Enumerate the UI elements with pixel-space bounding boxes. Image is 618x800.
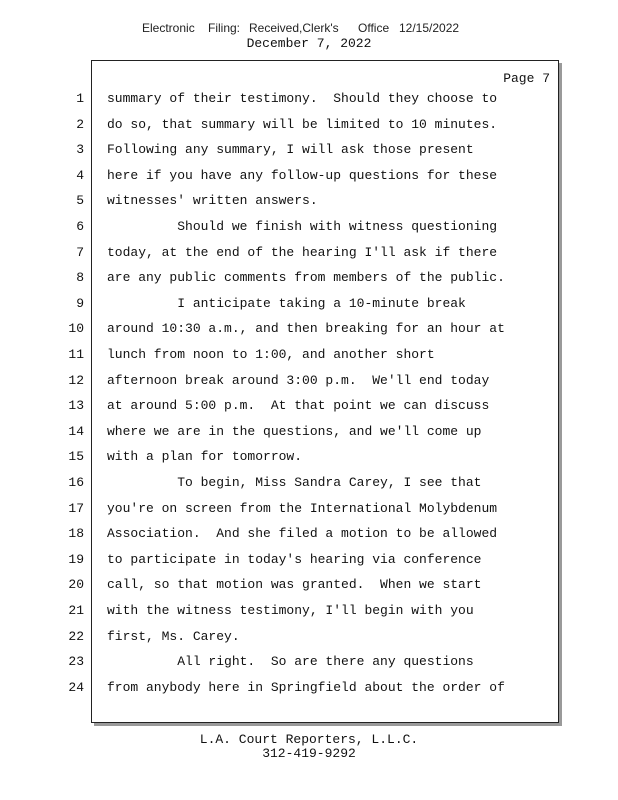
transcript-line — [0, 628, 618, 646]
line-number: 7 — [76, 244, 84, 260]
line-number: 12 — [68, 372, 84, 388]
page-number: Page 7 — [503, 71, 550, 86]
line-text: afternoon break around 3:00 p.m. We'll end today — [107, 372, 490, 388]
transcript-line — [0, 423, 618, 441]
transcript-line — [0, 295, 618, 313]
transcript-line — [0, 90, 618, 108]
line-number: 16 — [68, 475, 84, 490]
filing-word-received: Received,Clerk's — [249, 21, 339, 35]
line-text: I anticipate taking a 10-minute break — [107, 295, 466, 311]
transcript-line — [0, 576, 618, 594]
transcript-line — [0, 167, 618, 185]
line-text: summary of their testimony. Should they choose to — [107, 91, 498, 106]
transcript-line — [0, 244, 618, 262]
line-number: 13 — [68, 398, 84, 414]
transcript-line — [0, 372, 618, 390]
filing-stamp — [0, 21, 618, 37]
transcript-line — [0, 679, 618, 697]
line-text: to participate in today's hearing via conference — [107, 551, 482, 567]
line-number: 22 — [68, 628, 84, 644]
line-text: To begin, Miss Sandra Carey, I see that — [107, 475, 482, 490]
line-number: 20 — [68, 577, 84, 593]
line-text: you're on screen from the International Molybdenum — [107, 500, 498, 516]
line-text: today, at the end of the hearing I'll ask if there — [107, 244, 498, 260]
transcript-line — [0, 525, 618, 543]
line-text: with a plan for tomorrow. — [107, 449, 303, 465]
filing-date: 12/15/2022 — [399, 21, 460, 35]
line-text: do so, that summary will be limited to 10 minutes. — [107, 116, 498, 132]
line-text: Association. And she filed a motion to be allowed — [107, 526, 498, 542]
transcript-page-frame — [91, 60, 559, 723]
line-number: 19 — [68, 551, 84, 567]
line-number: 21 — [68, 603, 84, 618]
transcript-line — [0, 474, 618, 492]
line-number: 24 — [68, 679, 84, 695]
transcript-line — [0, 320, 618, 338]
line-text: from anybody here in Springfield about the order of — [107, 679, 505, 695]
line-text: around 10:30 a.m., and then breaking for an hour at — [107, 321, 505, 337]
transcript-line — [0, 397, 618, 415]
transcript-line — [0, 141, 618, 159]
line-text: where we are in the questions, and we'll come up — [107, 423, 482, 439]
hearing-date: December 7, 2022 — [246, 36, 372, 51]
line-number: 18 — [68, 526, 84, 542]
line-text: here if you have any follow-up questions for these — [107, 167, 498, 183]
line-number: 6 — [76, 219, 84, 234]
filing-word-electronic: Electronic — [142, 21, 195, 35]
filing-word-filing: Filing: — [208, 21, 241, 35]
line-text: Should we finish with witness questioning — [107, 219, 498, 234]
line-text: first, Ms. Carey. — [107, 628, 240, 644]
line-number: 11 — [68, 347, 84, 362]
line-number: 14 — [68, 423, 84, 439]
transcript-line — [0, 218, 618, 236]
transcript-line — [0, 192, 618, 210]
transcript-line — [0, 448, 618, 466]
line-number: 1 — [76, 91, 84, 106]
line-number: 3 — [76, 142, 84, 158]
transcript-line — [0, 269, 618, 287]
line-text: witnesses' written answers. — [107, 193, 318, 209]
line-number: 9 — [76, 295, 84, 311]
line-text: All right. So are there any questions — [107, 654, 474, 670]
line-number: 10 — [68, 321, 84, 337]
line-text: are any public comments from members of the public. — [107, 270, 505, 286]
reporter-phone: 312-419-9292 — [262, 746, 356, 761]
filing-word-office: Office — [358, 21, 390, 35]
transcript-line — [0, 551, 618, 569]
line-number: 17 — [68, 500, 84, 516]
transcript-line — [0, 653, 618, 671]
line-number: 15 — [68, 449, 84, 465]
line-number: 2 — [76, 116, 84, 132]
transcript-line — [0, 500, 618, 518]
transcript-line — [0, 602, 618, 620]
line-text: Following any summary, I will ask those present — [107, 142, 474, 158]
line-number: 5 — [76, 193, 84, 209]
transcript-line — [0, 346, 618, 364]
line-number: 23 — [68, 654, 84, 670]
line-number: 4 — [76, 167, 84, 183]
footer — [0, 733, 618, 761]
line-text: call, so that motion was granted. When we start — [107, 577, 482, 593]
line-text: with the witness testimony, I'll begin with you — [107, 603, 474, 618]
transcript-line — [0, 116, 618, 134]
line-text: lunch from noon to 1:00, and another short — [107, 347, 435, 362]
line-number: 8 — [76, 270, 84, 286]
reporter-company: L.A. Court Reporters, L.L.C. — [199, 732, 419, 747]
line-text: at around 5:00 p.m. At that point we can discuss — [107, 398, 490, 414]
